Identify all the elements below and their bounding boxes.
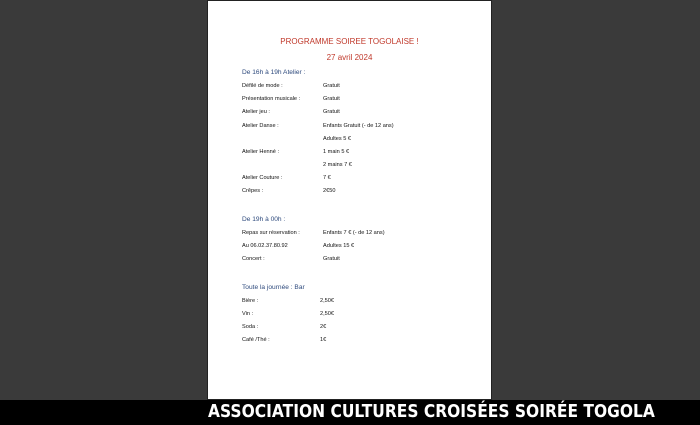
row-label: Au 06.02.37.80.92	[242, 243, 288, 249]
news-ticker	[0, 400, 700, 425]
row-value: 2 mains 7 €	[323, 162, 352, 168]
row-value: Enfants 7 € (- de 12 ans)	[323, 230, 385, 236]
document-date: 27 avril 2024	[326, 53, 373, 62]
row-value: Gratuit	[323, 256, 340, 262]
row-label: Atelier Henné :	[242, 149, 280, 155]
row-label: Bière :	[242, 298, 259, 304]
row-value: 2€50	[323, 188, 336, 194]
row-label: Présentation musicale :	[242, 96, 301, 102]
document-title: PROGRAMME SOIREE TOGOLAISE !	[280, 37, 419, 46]
row-label: Soda :	[242, 324, 259, 330]
row-value: Gratuit	[323, 96, 340, 102]
row-value: 2,50€	[320, 311, 334, 317]
row-label: Atelier Couture :	[242, 175, 283, 181]
row-label: Défilé de mode :	[242, 83, 283, 89]
row-label: Café /Thé :	[242, 337, 270, 343]
row-value: Gratuit	[323, 109, 340, 115]
row-value: 2,50€	[320, 298, 334, 304]
row-value: 7 €	[323, 175, 331, 181]
row-value: 2€	[320, 324, 327, 330]
row-label: Concert :	[242, 256, 265, 262]
row-value: 1 main 5 €	[323, 149, 350, 155]
section-heading-bar: Toute la journée : Bar	[242, 284, 305, 291]
row-label: Atelier Danse :	[242, 123, 279, 129]
row-value: Enfants Gratuit (- de 12 ans)	[323, 123, 394, 129]
section-heading-atelier: De 16h à 19h Atelier :	[242, 69, 306, 76]
ticker-text: ASSOCIATION CULTURES CROISÉES SOIRÉE TOGOLA	[208, 401, 655, 422]
program-document	[207, 0, 492, 400]
row-value: 1€	[320, 337, 327, 343]
row-value: Gratuit	[323, 83, 340, 89]
section-heading-soiree: De 19h à 00h :	[242, 216, 286, 223]
row-label: Crêpes :	[242, 188, 264, 194]
row-value: Adultes 5 €	[323, 136, 351, 142]
row-value: Adultes 15 €	[323, 243, 355, 249]
row-label: Atelier jeu :	[242, 109, 270, 115]
row-label: Repas sur réservation :	[242, 230, 300, 236]
row-label: Vin :	[242, 311, 254, 317]
